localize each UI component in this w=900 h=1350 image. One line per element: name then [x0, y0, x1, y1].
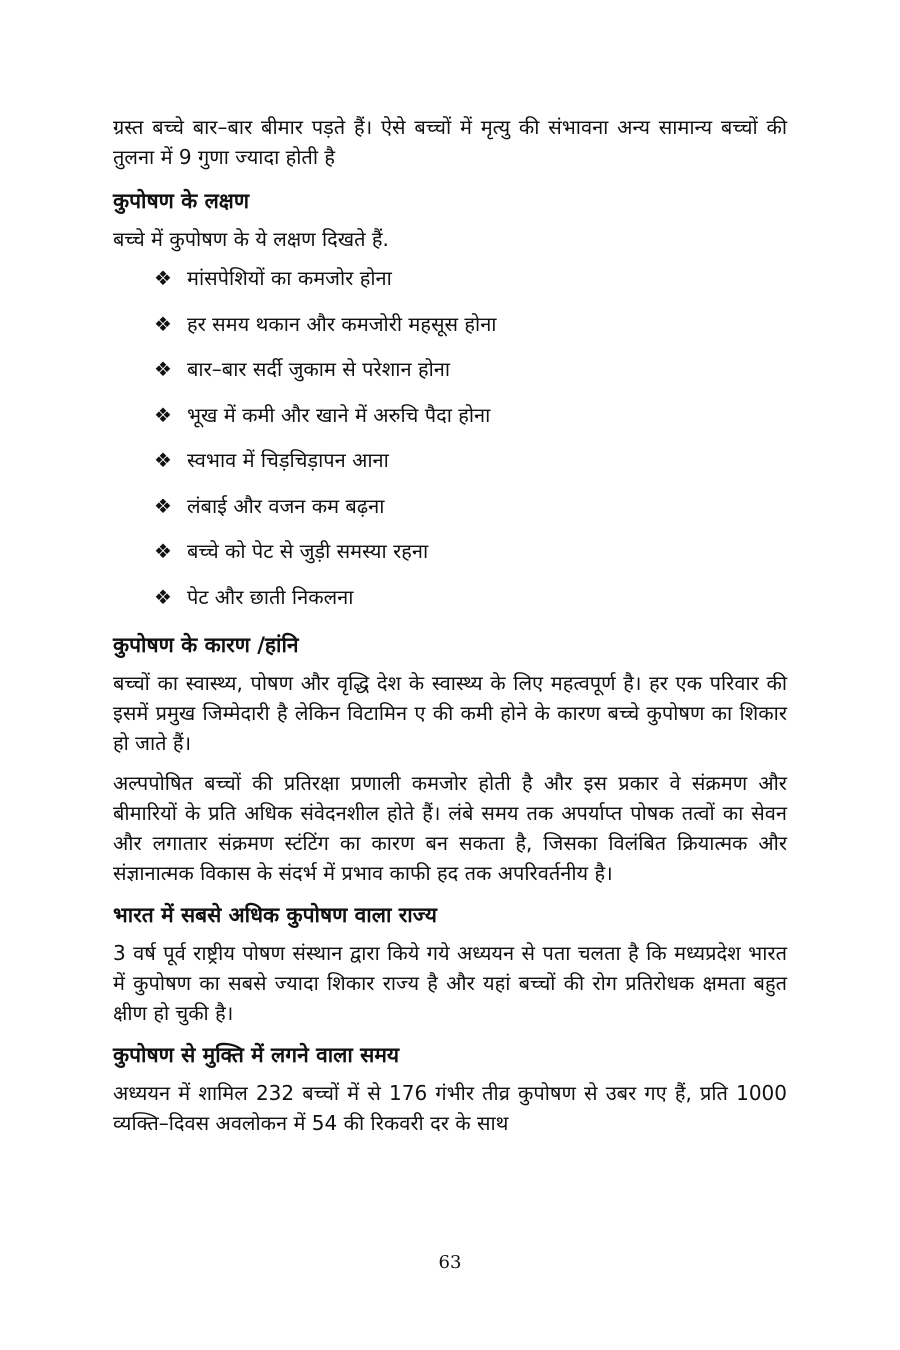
diamond-bullet-icon: ❖ [154, 493, 172, 518]
list-item-text: बार–बार सर्दी जुकाम से परेशान होना [187, 357, 451, 381]
list-item-text: भूख में कमी और खाने में अरुचि पैदा होना [187, 402, 491, 427]
symptoms-list [113, 264, 787, 611]
list-item-text: बच्चे को पेट से जुड़ी समस्या रहना [187, 539, 429, 563]
state-paragraph: 3 वर्ष पूर्व राष्ट्रीय पोषण संस्थान द्वारा किये गये अध्ययन से पता चलता है कि मध्यप्रदेश भारत में कुपोषण का सबसे ज्यादा शिकार राज्य है और यहां बच्चों की रोग प्रतिरोधक क्षमता बहुत क्षीण हो चुकी है। [113, 941, 787, 1025]
intro-paragraph: ग्रस्त बच्चे बार–बार बीमार पड़ते हैं। ऐसे बच्चों में मृत्यु की संभावना अन्य सामान्य बच्चों की तुलना में 9 गुणा ज्यादा होती है [113, 115, 787, 169]
list-item [153, 446, 787, 474]
list-item [153, 492, 787, 520]
page-number: 63 [438, 1252, 462, 1273]
list-item [153, 264, 787, 292]
diamond-bullet-icon: ❖ [154, 402, 172, 427]
diamond-bullet-icon: ❖ [154, 311, 172, 336]
list-item [153, 583, 787, 611]
list-item-text: मांसपेशियों का कमजोर होना [187, 266, 392, 290]
causes-paragraph: बच्चों का स्वास्थ्य, पोषण और वृद्धि देश के स्वास्थ्य के लिए महत्वपूर्ण है। हर एक परिवार की इसमें प्रमुख जिम्मेदारी है लेकिन विटामिन ए की कमी होने के कारण बच्चे कुपोषण का शिकार हो जाते हैं। [113, 671, 787, 755]
diamond-bullet-icon: ❖ [154, 539, 172, 563]
recovery-heading: कुपोषण से मुक्ति में लगने वाला समय [113, 1043, 400, 1067]
list-item [153, 401, 787, 429]
list-item [153, 537, 787, 565]
diamond-bullet-icon: ❖ [154, 266, 172, 290]
recovery-paragraph: अध्ययन में शामिल 232 बच्चों में से 176 गंभीर तीव्र कुपोषण से उबर गए हैं, प्रति 1000 व्यक्ति–दिवस अवलोकन में 54 की रिकवरी दर के साथ [113, 1081, 787, 1135]
diamond-bullet-icon: ❖ [154, 357, 172, 381]
list-item-text: हर समय थकान और कमजोरी महसूस होना [187, 311, 497, 336]
list-item-text: स्वभाव में चिड़चिड़ापन आना [187, 448, 389, 472]
list-item-text: पेट और छाती निकलना [187, 584, 354, 609]
symptoms-lead: बच्चे में कुपोषण के ये लक्षण दिखते हैं. [113, 227, 389, 251]
list-item [153, 310, 787, 338]
diamond-bullet-icon: ❖ [154, 584, 172, 609]
list-item-text: लंबाई और वजन कम बढ़ना [187, 493, 385, 518]
document-page [113, 112, 787, 1148]
causes-heading: कुपोषण के कारण /हांनि [113, 633, 299, 657]
diamond-bullet-icon: ❖ [154, 448, 172, 472]
list-item [153, 355, 787, 383]
causes-paragraph: अल्पपोषित बच्चों की प्रतिरक्षा प्रणाली कमजोर होती है और इस प्रकार वे संक्रमण और बीमारियों के प्रति अधिक संवेदनशील होते हैं। लंबे समय तक अपर्याप्त पोषक तत्वों का सेवन और लगातार संक्रमण स्टंटिंग का कारण बन सकता है, जिसका विलंबित क्रियात्मक और संज्ञानात्मक विकास के संदर्भ में प्रभाव काफी हद तक अपरिवर्तनीय है। [113, 771, 787, 885]
symptoms-heading: कुपोषण के लक्षण [113, 189, 250, 213]
state-heading: भारत में सबसे अधिक कुपोषण वाला राज्य [113, 903, 437, 927]
